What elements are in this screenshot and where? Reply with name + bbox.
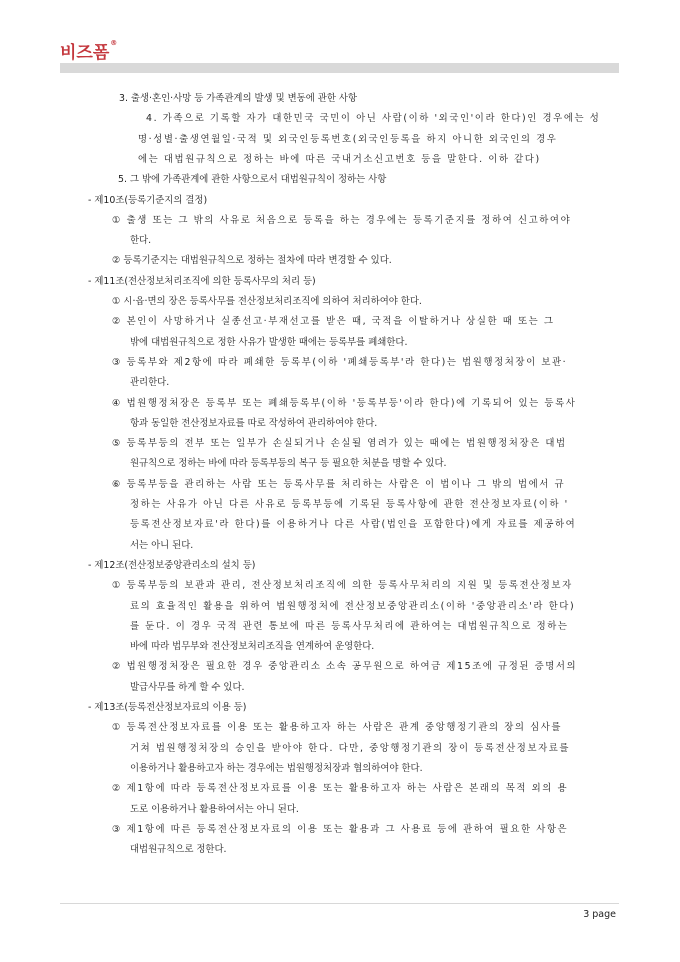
text-line (112, 478, 565, 492)
text-line-content: - 제13조(등록전산정보자료의 이용 등) (88, 702, 247, 713)
text-line (130, 762, 423, 776)
text-line (112, 437, 567, 451)
text-line (112, 356, 567, 370)
text-line (112, 721, 562, 735)
text-line-content: 관리한다. (130, 377, 170, 389)
text-line (130, 417, 377, 431)
text-line-content: 4. 가족으로 기록할 자가 대한민국 국민이 아닌 사람(이하 '외국인'이라 한다)인 경우에는 성 (146, 113, 601, 125)
text-line-content: 5. 그 밖에 가족관계에 관한 사항으로서 대법원규칙이 정하는 사항 (118, 174, 387, 186)
text-line-content: 이용하거나 활용하고자 하는 경우에는 법원행정처장과 협의하여야 한다. (130, 762, 423, 774)
text-line (130, 843, 227, 857)
text-line (118, 173, 386, 187)
text-line (130, 539, 193, 553)
text-line-content: 발급사무를 하게 할 수 있다. (130, 681, 245, 693)
text-line (112, 660, 577, 674)
text-line-content: ⑥ 등록부등을 관리하는 사람 또는 등록사무를 처리하는 사람은 이 법이나 그 밖의 법에서 규 (112, 478, 566, 490)
text-line-content: 명·성별·출생연월일·국적 및 외국인등록번호(외국인등록을 하지 아니한 외국인의 경우 (138, 133, 558, 145)
text-line (130, 518, 576, 532)
text-line (119, 92, 357, 106)
text-line-content: 정하는 사유가 아닌 다른 사유로 등록부등에 기록된 등록사항에 관한 전산정보자료(이하 ' (130, 499, 569, 510)
text-line (146, 112, 600, 126)
text-line (88, 275, 316, 289)
text-line (130, 742, 570, 756)
text-line (130, 498, 569, 512)
logo-text: 비즈폼 (60, 43, 110, 63)
text-line (130, 376, 169, 390)
text-line-content: 바에 따라 법무부와 전산정보처리조직을 연계하여 운영한다. (130, 641, 375, 653)
header-bar (60, 63, 619, 73)
text-line (112, 315, 555, 329)
text-line-content: ② 제1항에 따라 등록전산정보자료를 이용 또는 활용하고자 하는 사람은 본래의 목적 외의 용 (112, 783, 569, 795)
text-line-content: ② 본인이 사망하거나 실종선고·부재선고를 받은 때, 국적을 이탈하거나 상실한 때 또는 그 (112, 316, 555, 328)
text-line-content: ① 시·읍·면의 장은 등록사무를 전산정보처리조직에 의하여 처리하여야 한다. (112, 296, 422, 307)
text-line-content: ② 등록기준지는 대법원규칙으로 정하는 절차에 따라 변경할 수 있다. (112, 255, 392, 267)
text-line-content: 에는 대법원규칙으로 정하는 바에 따른 국내거소신고번호 등을 말한다. 이하 같다) (138, 153, 541, 165)
text-line (112, 579, 573, 593)
text-line-content: - 제12조(전산정보중앙관리소의 설치 등) (88, 559, 256, 571)
text-line (130, 681, 245, 695)
text-line-content: ⑤ 등록부등의 전부 또는 일부가 손실되거나 손실될 염려가 있는 때에는 법원행정처장은 대법 (112, 438, 567, 450)
text-line (112, 214, 571, 228)
text-line-content: 3. 출생·혼인·사망 등 가족관계의 발생 및 변동에 관한 사항 (119, 93, 357, 104)
text-line-content: 등록전산정보자료'라 한다)를 이용하거나 다른 사람(법인을 포함한다)에게 자료를 제공하여 (130, 519, 577, 531)
text-line-content: ③ 제1항에 따른 등록전산정보자료의 이용 또는 활용과 그 사용료 등에 관하여 필요한 사항은 (112, 823, 569, 835)
text-line-content: ① 등록부등의 보관과 관리, 전산정보처리조직에 의한 등록사무처리의 지원 및 등록전산정보자 (112, 580, 573, 592)
text-line (112, 823, 568, 837)
bizform-logo (60, 38, 117, 63)
text-line (130, 640, 374, 654)
text-line (88, 701, 246, 715)
text-line (130, 600, 575, 614)
text-line (130, 620, 569, 634)
text-line-content: - 제10조(등록기준지의 결정) (88, 194, 208, 206)
text-line-content: 밖에 대법원규칙으로 정한 사유가 발생한 때에는 등록부를 폐쇄한다. (130, 336, 408, 348)
footer-divider (60, 903, 619, 904)
text-line (112, 295, 422, 309)
text-line-content: 를 둔다. 이 경우 국적 관련 통보에 따른 등록사무처리에 관하여는 대법원규칙으로 정하는 (130, 620, 569, 632)
text-line (138, 153, 541, 167)
text-line (130, 336, 407, 350)
text-line-content: ① 등록전산정보자료를 이용 또는 활용하고자 하는 사람은 관계 중앙행정기관의 장의 심사를 (112, 722, 563, 734)
text-line-content: 거쳐 법원행정처장의 승인을 받아야 한다. 다만, 중앙행정기관의 장이 등록전산정보자료를 (130, 742, 571, 754)
text-line (112, 254, 392, 268)
text-line (130, 457, 447, 471)
text-line-content: 료의 효율적인 활용을 위하여 법원행정처에 전산정보중앙관리소(이하 '중앙관리소'라 한다) (130, 600, 576, 612)
text-line (112, 782, 568, 796)
text-line-content: 한다. (130, 235, 152, 247)
text-line-content: ③ 등록부와 제2항에 따라 폐쇄한 등록부(이하 '폐쇄등록부'라 한다)는 법원행정처장이 보관· (112, 356, 568, 368)
text-line-content: ① 출생 또는 그 밖의 사유로 처음으로 등록을 하는 경우에는 등록기준지를 정하여 신고하여야 (112, 214, 572, 226)
text-line-content: 대법원규칙으로 정한다. (130, 844, 227, 856)
text-line-content: 도로 이용하거나 활용하여서는 아니 된다. (130, 803, 299, 815)
registered-mark: ® (110, 39, 118, 47)
text-line (130, 234, 151, 248)
text-line-content: ② 법원행정처장은 필요한 경우 중앙관리소 소속 공무원으로 하여금 제15조에 규정된 증명서의 (112, 661, 578, 673)
page-number: 3 page (583, 909, 616, 920)
text-line-content: ④ 법원행정처장은 등록부 또는 폐쇄등록부(이하 '등록부등'이라 한다)에 기록되어 있는 등록사 (112, 397, 577, 409)
text-line-content: 서는 아니 된다. (130, 539, 194, 551)
text-line (130, 803, 299, 817)
text-line (88, 559, 255, 573)
text-line (112, 397, 576, 411)
text-line-content: 항과 동일한 전산정보자료를 따로 작성하여 관리하여야 한다. (130, 417, 378, 429)
text-line (138, 133, 557, 147)
text-line-content: 원규칙으로 정하는 바에 따라 등록부등의 복구 등 필요한 처분을 명할 수 있다. (130, 458, 447, 470)
text-line-content: - 제11조(전산정보처리조직에 의한 등록사무의 처리 등) (88, 275, 316, 287)
text-line (88, 194, 207, 208)
